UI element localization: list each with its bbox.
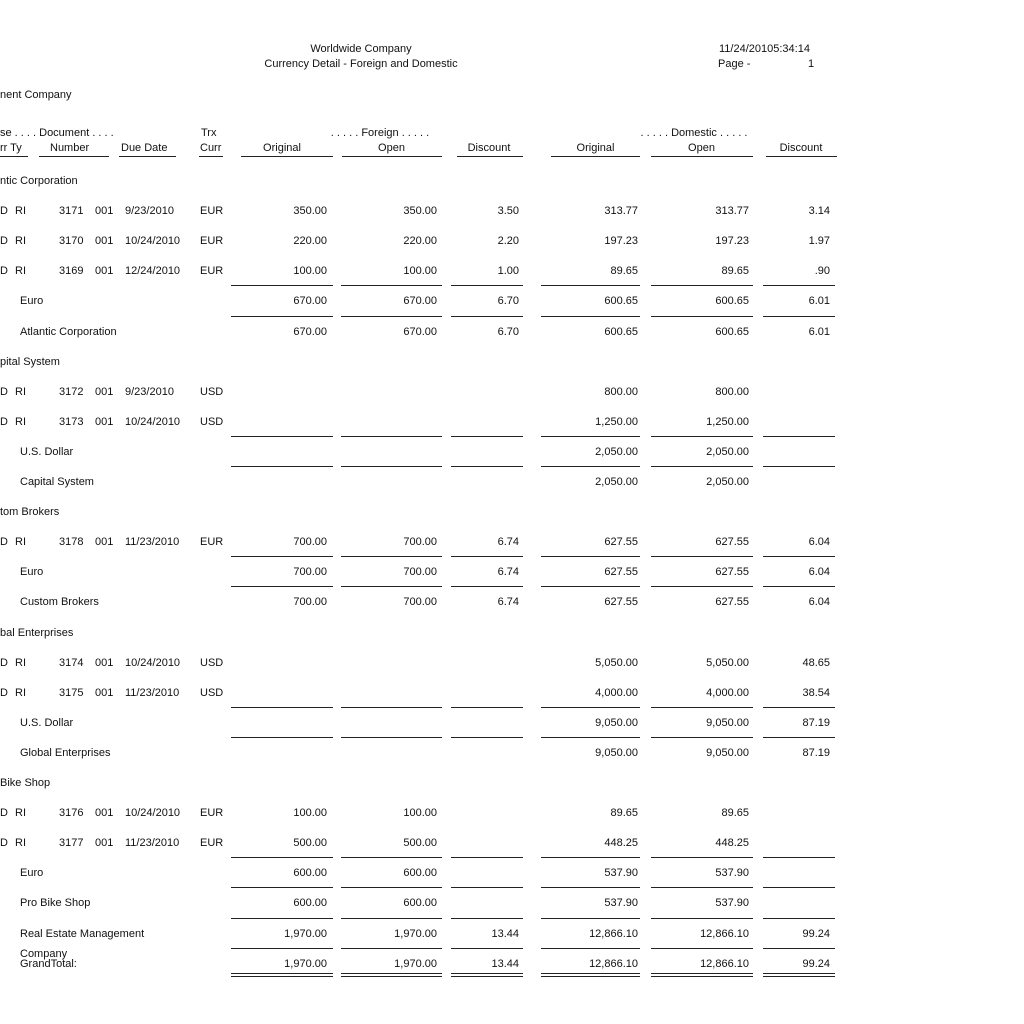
entity-name: nent Company [0, 89, 72, 101]
subtotal-rule [651, 707, 753, 708]
total-label: U.S. Dollar [20, 717, 74, 729]
total-label: Pro Bike Shop [20, 897, 91, 909]
subtotal-rule [763, 887, 835, 888]
row-amount-fp: 700.00 [403, 566, 437, 578]
row-amount-dop: 9,050.00 [706, 747, 749, 759]
subtotal-rule [341, 285, 442, 286]
row-curr-prefix: D [0, 807, 8, 819]
total-label-continued: Company [20, 948, 68, 960]
row-amount-fo: 700.00 [293, 566, 327, 578]
row-curr-prefix: D [0, 416, 8, 428]
header-domestic-original: Original [576, 142, 615, 154]
subtotal-rule [541, 707, 640, 708]
row-amount-dd: .90 [814, 265, 830, 277]
row-amount-dd: 3.14 [808, 205, 830, 217]
row-amount-fp: 500.00 [403, 837, 437, 849]
subtotal-rule [541, 586, 640, 587]
row-amount-dor: 89.65 [610, 807, 638, 819]
total-label: Euro [20, 566, 44, 578]
row-amount-fd: 2.20 [497, 235, 519, 247]
total-label: Atlantic Corporation [20, 326, 117, 338]
subtotal-rule [763, 918, 835, 919]
row-amount-dop: 89.65 [721, 807, 749, 819]
row-doc-seq: 001 [95, 536, 114, 548]
total-label: Custom Brokers [20, 596, 99, 608]
row-due-date: 10/24/2010 [125, 416, 181, 428]
group-label: pital System [0, 356, 60, 368]
subtotal-rule [651, 948, 753, 949]
row-amount-dop: 197.23 [715, 235, 749, 247]
row-amount-fo: 700.00 [293, 536, 327, 548]
subtotal-rule [231, 436, 333, 437]
row-doc-type: RI [15, 807, 26, 819]
row-curr-prefix: D [0, 687, 8, 699]
subtotal-rule [451, 857, 523, 858]
row-amount-fd: 6.74 [497, 596, 519, 608]
subtotal-rule [341, 857, 442, 858]
row-due-date: 10/24/2010 [125, 657, 181, 669]
subtotal-rule [541, 918, 640, 919]
row-amount-fp: 1,970.00 [394, 958, 437, 970]
total-label: Euro [20, 867, 44, 879]
header-foreign-group: . . . . . Foreign . . . . . [330, 127, 430, 139]
row-amount-dd: 6.04 [808, 566, 830, 578]
row-amount-fp: 600.00 [403, 897, 437, 909]
group-label: Bike Shop [0, 777, 51, 789]
row-amount-dd: 6.04 [808, 536, 830, 548]
row-amount-dd: 38.54 [802, 687, 830, 699]
row-doc-type: RI [15, 657, 26, 669]
row-doc-seq: 001 [95, 416, 114, 428]
row-amount-dor: 5,050.00 [595, 657, 638, 669]
row-amount-dor: 627.55 [604, 536, 638, 548]
row-due-date: 10/24/2010 [125, 235, 181, 247]
row-curr-prefix: D [0, 235, 8, 247]
header-foreign-original: Original [263, 142, 301, 154]
header-curr-ty: rr Ty [0, 142, 22, 154]
row-doc-type: RI [15, 386, 26, 398]
row-amount-fo: 100.00 [293, 265, 327, 277]
row-amount-fo: 600.00 [293, 897, 327, 909]
row-amount-dor: 4,000.00 [595, 687, 638, 699]
header-foreign-open: Open [378, 142, 405, 154]
subtotal-rule [341, 918, 442, 919]
row-amount-dd: 6.01 [808, 326, 830, 338]
subtotal-rule [341, 466, 442, 467]
subtotal-rule [451, 707, 523, 708]
row-amount-dd: 87.19 [802, 747, 830, 759]
subtotal-rule [451, 436, 523, 437]
subtotal-rule [231, 285, 333, 286]
row-doc-seq: 001 [95, 837, 114, 849]
subtotal-rule [341, 948, 442, 949]
row-doc-seq: 001 [95, 265, 114, 277]
subtotal-rule [763, 466, 835, 467]
subtotal-rule [341, 707, 442, 708]
subtotal-rule [231, 316, 333, 317]
row-doc-number: 3177 [59, 837, 84, 849]
grand-total-rule [231, 973, 333, 977]
row-trx-curr: EUR [200, 807, 224, 819]
row-amount-dop: 537.90 [715, 867, 749, 879]
row-amount-dor: 537.90 [604, 897, 638, 909]
row-amount-dop: 448.25 [715, 837, 749, 849]
row-amount-fo: 670.00 [293, 295, 327, 307]
subtotal-rule [541, 316, 640, 317]
subtotal-rule [541, 737, 640, 738]
row-doc-number: 3172 [59, 386, 84, 398]
row-trx-curr: EUR [200, 205, 224, 217]
subtotal-rule [451, 316, 523, 317]
subtotal-rule [651, 857, 753, 858]
subtotal-rule [651, 887, 753, 888]
row-trx-curr: EUR [200, 265, 224, 277]
subtotal-rule [451, 586, 523, 587]
subtotal-rule [763, 316, 835, 317]
subtotal-rule [231, 586, 333, 587]
total-label: Real Estate Management [20, 928, 145, 940]
row-doc-type: RI [15, 416, 26, 428]
row-amount-fd: 13.44 [491, 928, 519, 940]
total-label: Capital System [20, 476, 94, 488]
row-amount-fp: 100.00 [403, 807, 437, 819]
row-amount-dor: 9,050.00 [595, 717, 638, 729]
header-domestic-discount: Discount [779, 142, 823, 154]
subtotal-rule [451, 285, 523, 286]
row-amount-dor: 197.23 [604, 235, 638, 247]
subtotal-rule [651, 556, 753, 557]
row-curr-prefix: D [0, 536, 8, 548]
row-doc-number: 3170 [59, 235, 84, 247]
row-amount-fo: 500.00 [293, 837, 327, 849]
report-datetime: 11/24/20105:34:14 [719, 43, 810, 55]
subtotal-rule [541, 887, 640, 888]
row-trx-curr: EUR [200, 235, 224, 247]
row-amount-dor: 12,866.10 [589, 958, 638, 970]
row-amount-fo: 1,970.00 [284, 928, 327, 940]
row-trx-curr: EUR [200, 536, 224, 548]
row-doc-number: 3175 [59, 687, 84, 699]
subtotal-rule [763, 556, 835, 557]
row-amount-dop: 4,000.00 [706, 687, 749, 699]
row-amount-fd: 6.70 [497, 326, 519, 338]
row-amount-fo: 350.00 [293, 205, 327, 217]
subtotal-rule [541, 556, 640, 557]
subtotal-rule [651, 586, 753, 587]
row-amount-dop: 89.65 [721, 265, 749, 277]
group-label: tom Brokers [0, 506, 60, 518]
subtotal-rule [451, 948, 523, 949]
row-amount-fp: 100.00 [403, 265, 437, 277]
subtotal-rule [231, 466, 333, 467]
row-trx-curr: USD [200, 416, 224, 428]
row-curr-prefix: D [0, 386, 8, 398]
row-amount-dd: 6.01 [808, 295, 830, 307]
row-amount-dor: 2,050.00 [595, 446, 638, 458]
row-amount-dd: 6.04 [808, 596, 830, 608]
row-amount-fo: 670.00 [293, 326, 327, 338]
row-amount-fo: 100.00 [293, 807, 327, 819]
row-doc-seq: 001 [95, 807, 114, 819]
row-amount-dop: 600.65 [715, 295, 749, 307]
row-amount-dop: 313.77 [715, 205, 749, 217]
row-amount-dd: 87.19 [802, 717, 830, 729]
row-amount-dd: 1.97 [808, 235, 830, 247]
header-domestic-open: Open [688, 142, 715, 154]
row-curr-prefix: D [0, 837, 8, 849]
subtotal-rule [231, 857, 333, 858]
row-amount-fd: 6.74 [497, 566, 519, 578]
subtotal-rule [763, 586, 835, 587]
row-amount-fp: 670.00 [403, 295, 437, 307]
row-doc-type: RI [15, 205, 26, 217]
row-trx-curr: USD [200, 687, 224, 699]
row-due-date: 9/23/2010 [125, 386, 174, 398]
row-doc-type: RI [15, 837, 26, 849]
subtotal-rule [763, 737, 835, 738]
subtotal-rule [341, 436, 442, 437]
grand-total-rule [341, 973, 442, 977]
row-amount-dor: 12,866.10 [589, 928, 638, 940]
header-foreign-discount: Discount [467, 142, 511, 154]
row-amount-dop: 2,050.00 [706, 476, 749, 488]
subtotal-rule [231, 556, 333, 557]
row-amount-dor: 600.65 [604, 326, 638, 338]
subtotal-rule [451, 466, 523, 467]
subtotal-rule [451, 918, 523, 919]
subtotal-rule [763, 948, 835, 949]
subtotal-rule [451, 887, 523, 888]
row-amount-dop: 600.65 [715, 326, 749, 338]
grand-total-rule [651, 973, 753, 977]
row-amount-fd: 6.70 [497, 295, 519, 307]
row-doc-number: 3176 [59, 807, 84, 819]
row-curr-prefix: D [0, 205, 8, 217]
row-amount-fo: 600.00 [293, 867, 327, 879]
row-doc-seq: 001 [95, 205, 114, 217]
row-amount-dor: 2,050.00 [595, 476, 638, 488]
subtotal-rule [541, 436, 640, 437]
subtotal-rule [651, 466, 753, 467]
row-amount-dop: 9,050.00 [706, 717, 749, 729]
row-amount-dd: 99.24 [802, 928, 830, 940]
row-amount-fd: 1.00 [497, 265, 519, 277]
row-amount-fp: 1,970.00 [394, 928, 437, 940]
header-document-group: se . . . . Document . . . . [0, 127, 114, 139]
row-amount-fd: 13.44 [491, 958, 519, 970]
row-trx-curr: USD [200, 657, 224, 669]
row-amount-fp: 700.00 [403, 596, 437, 608]
header-due-date: Due Date [121, 142, 168, 154]
row-amount-dop: 5,050.00 [706, 657, 749, 669]
subtotal-rule [341, 556, 442, 557]
page-number: 1 [808, 58, 815, 70]
row-amount-dor: 537.90 [604, 867, 638, 879]
row-amount-dor: 448.25 [604, 837, 638, 849]
subtotal-rule [651, 436, 753, 437]
subtotal-rule [341, 737, 442, 738]
row-due-date: 11/23/2010 [125, 536, 180, 548]
row-amount-fp: 600.00 [403, 867, 437, 879]
header-trx: Trx [201, 127, 217, 139]
row-due-date: 10/24/2010 [125, 807, 181, 819]
subtotal-rule [341, 316, 442, 317]
subtotal-rule [341, 586, 442, 587]
row-doc-seq: 001 [95, 657, 114, 669]
row-amount-fp: 350.00 [403, 205, 437, 217]
group-label: ntic Corporation [0, 175, 78, 187]
subtotal-rule [451, 737, 523, 738]
row-amount-fp: 220.00 [403, 235, 437, 247]
row-amount-dop: 800.00 [715, 386, 749, 398]
total-label: Euro [20, 295, 44, 307]
row-curr-prefix: D [0, 265, 8, 277]
header-number: Number [50, 142, 90, 154]
subtotal-rule [651, 285, 753, 286]
row-doc-number: 3174 [59, 657, 84, 669]
subtotal-rule [541, 857, 640, 858]
subtotal-rule [763, 707, 835, 708]
subtotal-rule [541, 285, 640, 286]
row-doc-type: RI [15, 235, 26, 247]
row-amount-dor: 627.55 [604, 596, 638, 608]
subtotal-rule [763, 857, 835, 858]
row-amount-fo: 700.00 [293, 596, 327, 608]
header-trx-curr: Curr [200, 142, 222, 154]
subtotal-rule [231, 737, 333, 738]
row-amount-dop: 627.55 [715, 566, 749, 578]
subtotal-rule [231, 918, 333, 919]
subtotal-rule [231, 887, 333, 888]
row-trx-curr: EUR [200, 837, 224, 849]
row-due-date: 11/23/2010 [125, 687, 180, 699]
row-doc-seq: 001 [95, 386, 114, 398]
company-name: Worldwide Company [310, 43, 412, 55]
subtotal-rule [651, 316, 753, 317]
row-amount-dd: 99.24 [802, 958, 830, 970]
row-doc-number: 3178 [59, 536, 84, 548]
subtotal-rule [231, 948, 333, 949]
row-due-date: 12/24/2010 [125, 265, 181, 277]
row-doc-number: 3173 [59, 416, 84, 428]
report-title: Currency Detail - Foreign and Domestic [264, 58, 458, 70]
row-trx-curr: USD [200, 386, 224, 398]
row-amount-dop: 627.55 [715, 596, 749, 608]
row-amount-dor: 800.00 [604, 386, 638, 398]
row-amount-fp: 700.00 [403, 536, 437, 548]
row-doc-type: RI [15, 536, 26, 548]
row-doc-seq: 001 [95, 235, 114, 247]
grand-total-label: GrandTotal: [20, 958, 77, 970]
row-amount-dor: 89.65 [610, 265, 638, 277]
row-amount-dop: 627.55 [715, 536, 749, 548]
total-label: U.S. Dollar [20, 446, 74, 458]
grand-total-rule [451, 973, 523, 977]
row-doc-seq: 001 [95, 687, 114, 699]
subtotal-rule [541, 466, 640, 467]
row-doc-type: RI [15, 687, 26, 699]
row-curr-prefix: D [0, 657, 8, 669]
row-amount-fo: 1,970.00 [284, 958, 327, 970]
row-amount-dop: 12,866.10 [700, 958, 749, 970]
grand-total-rule [541, 973, 640, 977]
row-amount-fd: 6.74 [497, 536, 519, 548]
subtotal-rule [763, 436, 835, 437]
row-amount-dop: 2,050.00 [706, 446, 749, 458]
subtotal-rule [451, 556, 523, 557]
row-amount-dor: 627.55 [604, 566, 638, 578]
subtotal-rule [231, 707, 333, 708]
row-amount-dop: 537.90 [715, 897, 749, 909]
row-due-date: 11/23/2010 [125, 837, 180, 849]
row-amount-dop: 12,866.10 [700, 928, 749, 940]
row-amount-fd: 3.50 [497, 205, 519, 217]
header-domestic-group: . . . . . Domestic . . . . . [640, 127, 748, 139]
row-amount-fo: 220.00 [293, 235, 327, 247]
page-label: Page - [718, 58, 751, 70]
row-amount-fp: 670.00 [403, 326, 437, 338]
subtotal-rule [341, 887, 442, 888]
row-amount-dor: 1,250.00 [595, 416, 638, 428]
row-amount-dop: 1,250.00 [706, 416, 749, 428]
row-doc-number: 3171 [59, 205, 84, 217]
subtotal-rule [651, 737, 753, 738]
row-doc-number: 3169 [59, 265, 84, 277]
group-label: bal Enterprises [0, 627, 74, 639]
grand-total-rule [763, 973, 835, 977]
subtotal-rule [763, 285, 835, 286]
subtotal-rule [541, 948, 640, 949]
row-due-date: 9/23/2010 [125, 205, 174, 217]
total-label: Global Enterprises [20, 747, 111, 759]
subtotal-rule [651, 918, 753, 919]
row-amount-dor: 600.65 [604, 295, 638, 307]
row-amount-dd: 48.65 [802, 657, 830, 669]
row-doc-type: RI [15, 265, 26, 277]
row-amount-dor: 313.77 [604, 205, 638, 217]
row-amount-dor: 9,050.00 [595, 747, 638, 759]
